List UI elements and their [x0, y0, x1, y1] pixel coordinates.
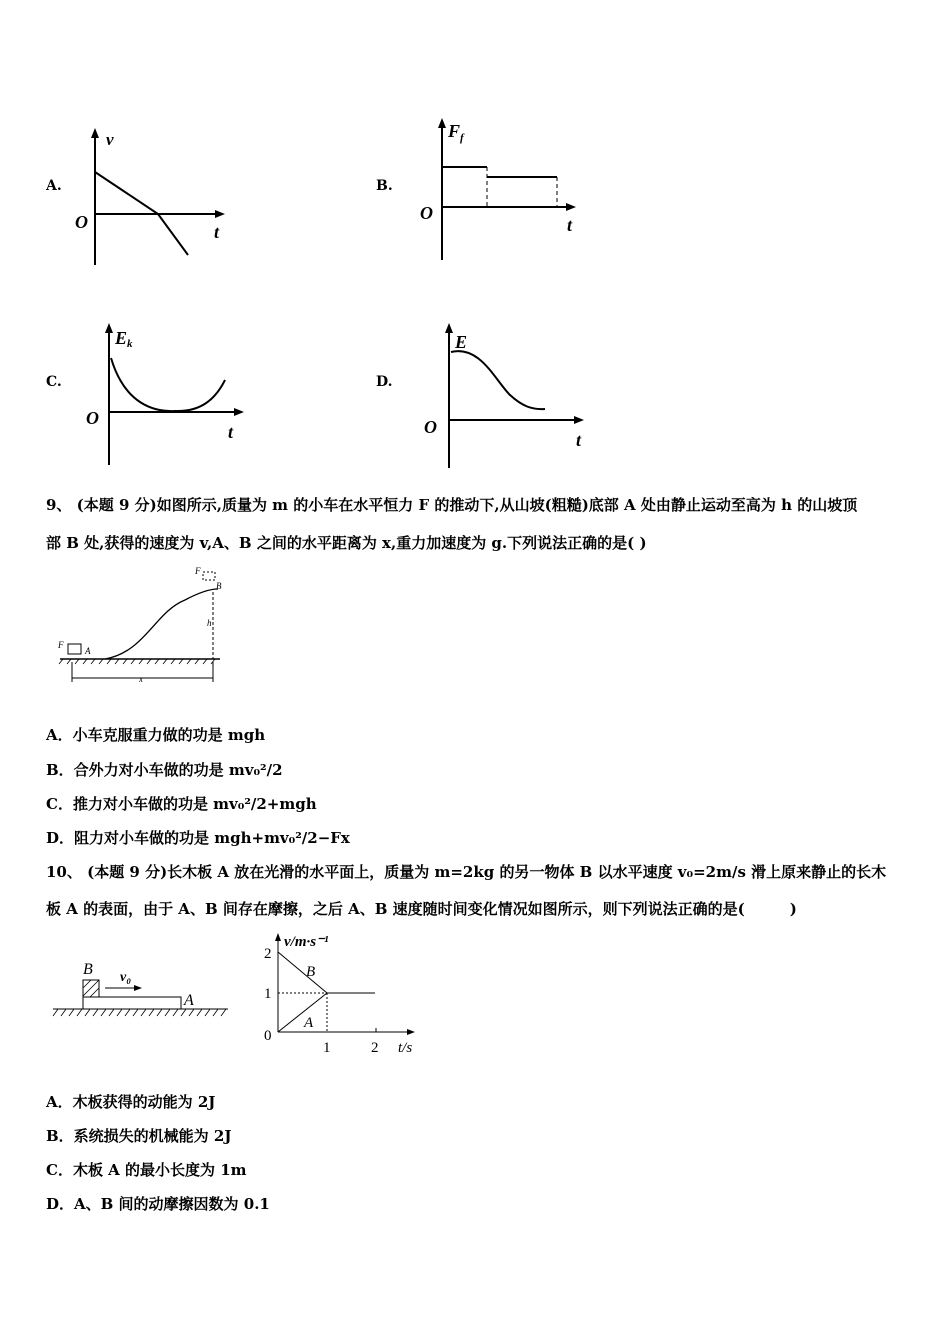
q8-graph-a — [70, 125, 240, 270]
q9-stem-line1: 9、 (本题 9 分)如图所示,质量为 m 的小车在水平恒力 F 的推动下,从山坡(粗糙)底部 A 处由静止运动至高为 h 的山坡顶 — [46, 496, 858, 514]
y-tick: 0 — [264, 1028, 272, 1044]
y-axis-label: v/m·s⁻¹ — [284, 934, 329, 950]
q8-option-d-label: D. — [376, 374, 393, 390]
q9-option-d: D．阻力对小车做的功是 mgh+mv₀²/2−Fx — [46, 829, 350, 847]
q10-board-figure — [50, 955, 235, 1025]
q10-option-a: A．木板获得的动能为 2J — [46, 1093, 216, 1111]
origin-label: O — [424, 417, 437, 437]
board-a-label: A — [184, 992, 194, 1009]
axis-subscript: k — [127, 338, 133, 350]
q10-option-b: B．系统损失的机械能为 2J — [46, 1127, 232, 1145]
series-a-label: A — [304, 1015, 314, 1031]
distance-label: x — [139, 674, 143, 684]
svg-text:Ek — [114, 328, 133, 350]
x-tick: 1 — [323, 1040, 331, 1056]
series-b-line — [278, 952, 327, 993]
axis-subscript: f — [460, 132, 464, 144]
point-a-label: A — [85, 646, 91, 656]
q8-option-b-label: B. — [376, 178, 393, 194]
y-tick: 2 — [264, 946, 272, 962]
origin-label: O — [86, 408, 99, 428]
axis-label: E — [115, 328, 128, 348]
series-a-line — [278, 993, 327, 1032]
q10-stem-line1: 10、 (本题 9 分)长木板 A 放在光滑的水平面上，质量为 m=2kg 的另一物体 B 以水平速度 v₀=2m/s 滑上原来静止的长木 — [46, 863, 887, 881]
point-b-label: B — [216, 581, 222, 591]
axis-label: v — [106, 130, 114, 149]
q9-option-b: B．合外力对小车做的功是 mv₀²/2 — [46, 761, 283, 779]
q10-vt-chart — [255, 928, 430, 1058]
axis-label: t — [567, 215, 573, 235]
axis-label: t — [576, 430, 582, 450]
q8-graph-c — [80, 320, 260, 470]
axis-label: t — [214, 222, 220, 242]
velocity-label: v₀ — [120, 970, 132, 985]
origin-label: O — [420, 203, 433, 223]
q8-graph-b — [410, 115, 590, 265]
svg-text:v/m·s⁻¹ — [284, 934, 329, 950]
series-b-label: B — [306, 964, 316, 980]
axis-label: t — [228, 422, 234, 442]
force-label: F — [58, 640, 64, 650]
q10-option-d: D．A、B 间的动摩擦因数为 0.1 — [46, 1195, 270, 1213]
axis-label: E — [455, 332, 468, 352]
q10-stem-line2: 板 A 的表面，由于 A、B 间存在摩擦，之后 A、B 速度随时间变化情况如图所示，则下列说法正确的是( ) — [46, 900, 797, 918]
block-b-label: B — [83, 961, 93, 978]
x-tick: 2 — [371, 1040, 379, 1056]
q8-graph-d — [420, 320, 600, 470]
axis-label: F — [448, 121, 461, 141]
q9-option-a: A．小车克服重力做的功是 mgh — [46, 726, 266, 744]
height-label: h — [207, 618, 212, 628]
q8-option-c-label: C. — [46, 374, 62, 390]
y-tick: 1 — [264, 986, 272, 1002]
x-axis-label: t/s — [398, 1040, 413, 1056]
force-label: F — [195, 566, 201, 576]
origin-label: O — [75, 212, 88, 232]
q9-slope-figure — [55, 562, 225, 687]
q9-stem-line2: 部 B 处,获得的速度为 v,A、B 之间的水平距离为 x,重力加速度为 g.下列说法正确的是( ) — [46, 534, 647, 552]
q9-option-c: C．推力对小车做的功是 mv₀²/2+mgh — [46, 795, 317, 813]
q8-option-a-label: A. — [46, 178, 62, 194]
q10-option-c: C．木板 A 的最小长度为 1m — [46, 1161, 247, 1179]
svg-text:Ff — [447, 121, 465, 144]
